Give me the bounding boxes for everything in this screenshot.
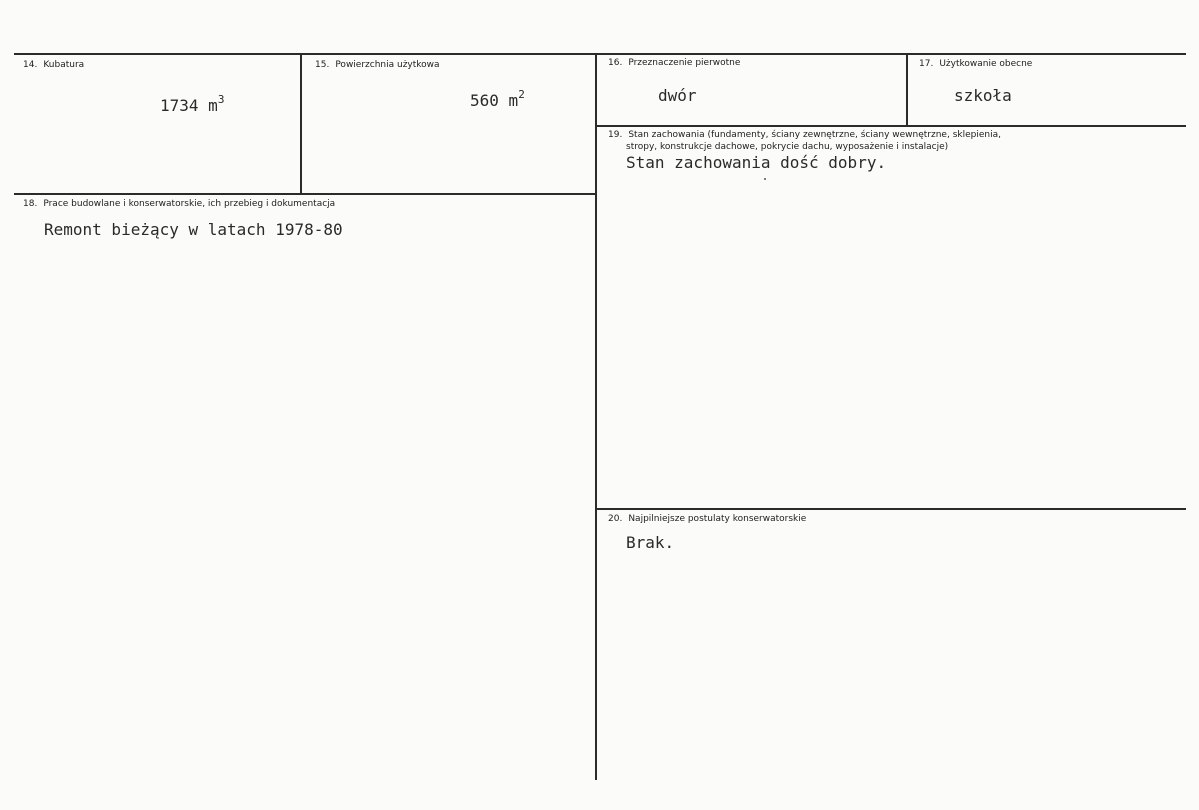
field-15-unit: $m^2$ [508, 88, 525, 110]
field-14-label-text: Kubatura [43, 60, 85, 70]
center-divider [595, 53, 597, 780]
field-15-unit-exponent: 2 [518, 88, 525, 101]
field-14-number-value: 1734 [160, 96, 199, 115]
field-17-label-text: Użytkowanie obecne [939, 59, 1033, 69]
field-16-label-text: Przeznaczenie pierwotne [628, 58, 741, 68]
field-15-number-value: 560 [470, 91, 499, 110]
field-14-label [23, 60, 84, 71]
rule-above-20 [597, 508, 1186, 510]
rule-under-14-15 [14, 193, 597, 195]
divider-16-17 [906, 53, 908, 126]
field-15-label [315, 60, 440, 71]
field-19-label-line1: Stan zachowania (fundamenty, ściany zewnętrzne, ściany wewnętrzne, sklepienia, [628, 130, 1001, 140]
field-18-label-text: Prace budowlane i konserwatorskie, ich przebieg i dokumentacja [43, 199, 336, 209]
field-16-label [608, 58, 740, 69]
field-15-label-text: Powierzchnia użytkowa [335, 60, 440, 70]
rule-under-16-17 [597, 125, 1186, 127]
field-17-number: 17. [919, 59, 934, 69]
field-15-value [470, 86, 525, 110]
field-20-label [608, 514, 806, 525]
field-14-unit: $m^3$ [208, 93, 225, 115]
field-18-number: 18. [23, 199, 38, 209]
field-19-label [608, 130, 1001, 141]
field-20-value: Brak. [626, 533, 675, 552]
field-15-number: 15. [315, 60, 330, 70]
field-14-number: 14. [23, 60, 38, 70]
field-20-number: 20. [608, 514, 623, 524]
top-rule [14, 53, 1186, 55]
field-17-label [919, 59, 1032, 70]
field-20-label-text: Najpilniejsze postulaty konserwatorskie [628, 514, 807, 524]
field-18-label [23, 199, 335, 210]
field-14-unit-exponent: 3 [217, 93, 225, 106]
field-19-number: 19. [608, 130, 623, 140]
field-14-value [160, 91, 224, 115]
divider-14-15 [300, 53, 302, 194]
field-17-value: szkoła [954, 86, 1012, 105]
field-18-value: Remont bieżący w latach 1978-80 [44, 220, 343, 239]
field-16-value: dwór [658, 86, 697, 105]
field-19-label-line2: stropy, konstrukcje dachowe, pokrycie dachu, wyposażenie i instalacje) [626, 142, 949, 152]
field-16-number: 16. [608, 58, 623, 68]
field-19-value: Stan zachowania dość dobry. [626, 153, 887, 172]
paper-speck [764, 178, 766, 180]
